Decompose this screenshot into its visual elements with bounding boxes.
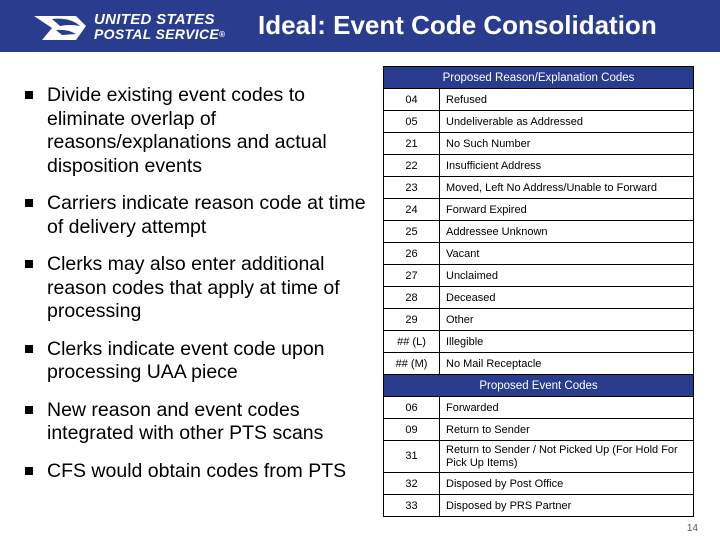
label-cell: Refused — [440, 89, 694, 111]
table-row — [384, 199, 694, 221]
bullet-text: CFS would obtain codes from PTS — [47, 459, 347, 482]
eagle-logo-icon — [32, 10, 88, 44]
table-row — [384, 419, 694, 441]
code-cell: 06 — [384, 397, 440, 419]
bullet-item — [22, 460, 372, 484]
logo-line-2: POSTAL SERVICE — [94, 26, 220, 42]
label-cell: Addressee Unknown — [440, 221, 694, 243]
table-row — [384, 155, 694, 177]
label-cell: No Such Number — [440, 133, 694, 155]
code-cell: 33 — [384, 495, 440, 517]
bullet-marker-icon — [25, 91, 33, 99]
page-number: 14 — [686, 523, 698, 534]
table-row — [384, 495, 694, 517]
code-cell: ## (M) — [384, 353, 440, 375]
label-cell: Vacant — [440, 243, 694, 265]
bullet-text: Clerks indicate event code upon processing UAA piece — [47, 337, 325, 383]
label-cell: Moved, Left No Address/Unable to Forward — [440, 177, 694, 199]
label-cell: Forward Expired — [440, 199, 694, 221]
table-row — [384, 287, 694, 309]
table-row — [384, 265, 694, 287]
label-cell: No Mail Receptacle — [440, 353, 694, 375]
logo-registered-mark: ® — [219, 30, 226, 39]
code-cell: 32 — [384, 473, 440, 495]
logo-line-1: UNITED STATES — [94, 11, 215, 28]
bullet-marker-icon — [25, 406, 33, 414]
label-cell: Return to Sender / Not Picked Up (For Hold For Pick Up Items) — [440, 441, 694, 473]
bullet-text: Divide existing event codes to eliminate overlap of reasons/explanations and actual disposition events — [47, 84, 327, 177]
code-cell: 25 — [384, 221, 440, 243]
table-row — [384, 331, 694, 353]
label-cell: Illegible — [440, 331, 694, 353]
label-cell: Insufficient Address — [440, 155, 694, 177]
reason-table-title: Proposed Reason/Explanation Codes — [384, 67, 694, 89]
table-row — [384, 473, 694, 495]
bullet-item — [22, 84, 372, 178]
code-cell: 04 — [384, 89, 440, 111]
label-cell: Forwarded — [440, 397, 694, 419]
table-row — [384, 353, 694, 375]
bullet-list — [22, 84, 372, 497]
label-cell: Return to Sender — [440, 419, 694, 441]
code-cell: 26 — [384, 243, 440, 265]
label-cell: Other — [440, 309, 694, 331]
code-cell: 31 — [384, 441, 440, 473]
table-row — [384, 221, 694, 243]
table-row — [384, 243, 694, 265]
bullet-text: Clerks may also enter additional reason codes that apply at time of processing — [47, 253, 340, 322]
reason-table-header — [384, 67, 694, 89]
code-cell: 23 — [384, 177, 440, 199]
bullet-text: Carriers indicate reason code at time of delivery attempt — [47, 192, 366, 238]
code-cell: 27 — [384, 265, 440, 287]
bullet-marker-icon — [25, 467, 33, 475]
label-cell: Deceased — [440, 287, 694, 309]
code-cell: ## (L) — [384, 331, 440, 353]
code-cell: 21 — [384, 133, 440, 155]
bullet-marker-icon — [25, 199, 33, 207]
table-row — [384, 177, 694, 199]
table-row — [384, 309, 694, 331]
table-row — [384, 441, 694, 473]
table-row — [384, 133, 694, 155]
label-cell: Unclaimed — [440, 265, 694, 287]
code-cell: 24 — [384, 199, 440, 221]
bullet-item — [22, 399, 372, 446]
code-cell: 29 — [384, 309, 440, 331]
bullet-item — [22, 192, 372, 239]
table-row — [384, 89, 694, 111]
code-cell: 28 — [384, 287, 440, 309]
bullet-text: New reason and event codes integrated with other PTS scans — [47, 398, 324, 444]
bullet-marker-icon — [25, 345, 33, 353]
code-cell: 22 — [384, 155, 440, 177]
label-cell: Undeliverable as Addressed — [440, 111, 694, 133]
event-table-title: Proposed Event Codes — [384, 375, 694, 397]
code-cell: 05 — [384, 111, 440, 133]
bullet-item — [22, 338, 372, 385]
event-table-header — [384, 375, 694, 397]
label-cell: Disposed by PRS Partner — [440, 495, 694, 517]
bullet-item — [22, 253, 372, 324]
bullet-marker-icon — [25, 260, 33, 268]
header-bar — [0, 0, 720, 52]
slide-title: Ideal: Event Code Consolidation — [258, 10, 657, 40]
table-row — [384, 111, 694, 133]
codes-table — [383, 66, 694, 517]
usps-logo — [32, 8, 225, 46]
code-cell: 09 — [384, 419, 440, 441]
table-row — [384, 397, 694, 419]
label-cell: Disposed by Post Office — [440, 473, 694, 495]
